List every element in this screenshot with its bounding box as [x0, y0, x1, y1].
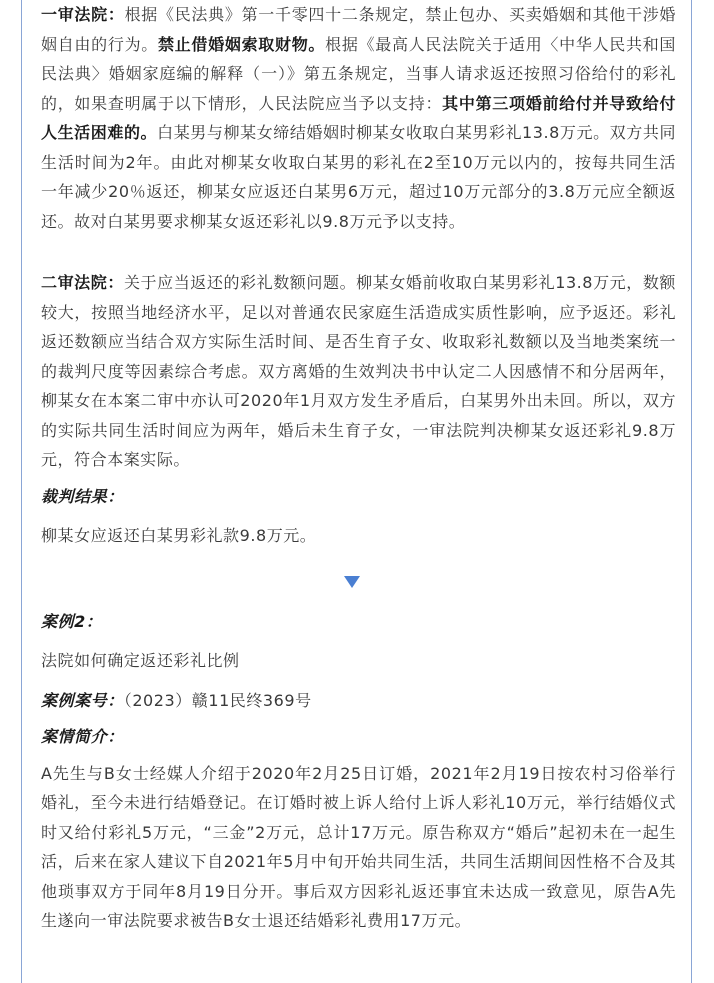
case2-title: 法院如何确定返还彩礼比例: [41, 651, 240, 670]
verdict-text: 柳某女应返还白某男彩礼款9.8万元。: [41, 526, 317, 545]
first-instance-bold-1: 禁止借婚姻索取财物。: [158, 34, 326, 54]
second-instance-text: 关于应当返还的彩礼数额问题。柳某女婚前收取白某男彩礼13.8万元，数额较大，按照当地经济水平，足以对普通农民家庭生活造成实质性影响，应予返还。彩礼返还数额应当结合双方实际生活时间、是否生育子女、收取彩礼数额以及当地类案统一的裁判尺度等因素综合考虑。双方离婚的生效判决书中认定二人因感情不和分居两年，柳某女在本案二审中亦认可2020年1月双方发生矛盾后，白某男外出未回。所以，双方的实际共同生活时间应为两年，婚后未生育子女，一审法院判决柳某女返还彩礼9.8万元，符合本案实际。: [41, 273, 676, 469]
first-instance-text-1: 根据《民法典》第一千零四十二条规定，禁止包办、买卖婚姻和其他干涉婚姻自由的行为。: [41, 5, 676, 54]
case-number-line: [41, 686, 676, 716]
first-instance-bold-2: 其中第三项婚前给付并导致给付人生活困难的。: [41, 93, 676, 142]
case-summary-heading: 案情简介：: [41, 727, 124, 746]
article-body: [41, 0, 676, 936]
second-instance-label: 二审法院：: [41, 273, 124, 292]
case2-heading: 案例2：: [41, 611, 103, 631]
triangle-down-icon: [344, 576, 360, 588]
first-instance-text-2: 根据《最高人民法院关于适用〈中华人民共和国民法典〉婚姻家庭编的解释（一）》第五条规定，当事人请求返还按照习俗给付的彩礼的，如果查明属于以下情形，人民法院应当予以支持：: [41, 34, 676, 113]
first-instance-label: 一审法院：: [41, 5, 125, 24]
first-instance-text-3: 白某男与柳某女缔结婚姻时柳某女收取白某男彩礼13.8万元。双方共同生活时间为2年。由此对柳某女收取白某男的彩礼在2至10万元以内的，按每共同生活一年减少20％返还，柳某女应返还白某男6万元，超过10万元部分的3.8万元应全额返还。故对白某男要求柳某女返还彩礼以9.8万元予以支持。: [41, 123, 676, 231]
case-number-value: （2023）赣11民终369号: [123, 690, 312, 710]
verdict-heading: 裁判结果：: [41, 486, 124, 506]
case-summary-text: A先生与B女士经媒人介绍于2020年2月25日订婚，2021年2月19日按农村习俗举行婚礼，至今未进行结婚登记。在订婚时被上诉人给付上诉人彩礼10万元，举行结婚仪式时又给付彩礼5万元，“三金”2万元，总计17万元。原告称双方“婚后”起初未在一起生活，后来在家人建议下自2021年5月中旬开始共同生活，共同生活期间因性格不合及其他琐事双方于同年8月19日分开。事后双方因彩礼返还事宜未达成一致意见，原告A先生遂向一审法院要求被告B女士退还结婚彩礼费用17万元。: [41, 763, 676, 930]
section-divider: [41, 571, 676, 601]
case-number-label: 案例案号：: [41, 690, 124, 710]
first-instance-paragraph: [41, 0, 676, 236]
second-instance-paragraph: [41, 268, 676, 475]
